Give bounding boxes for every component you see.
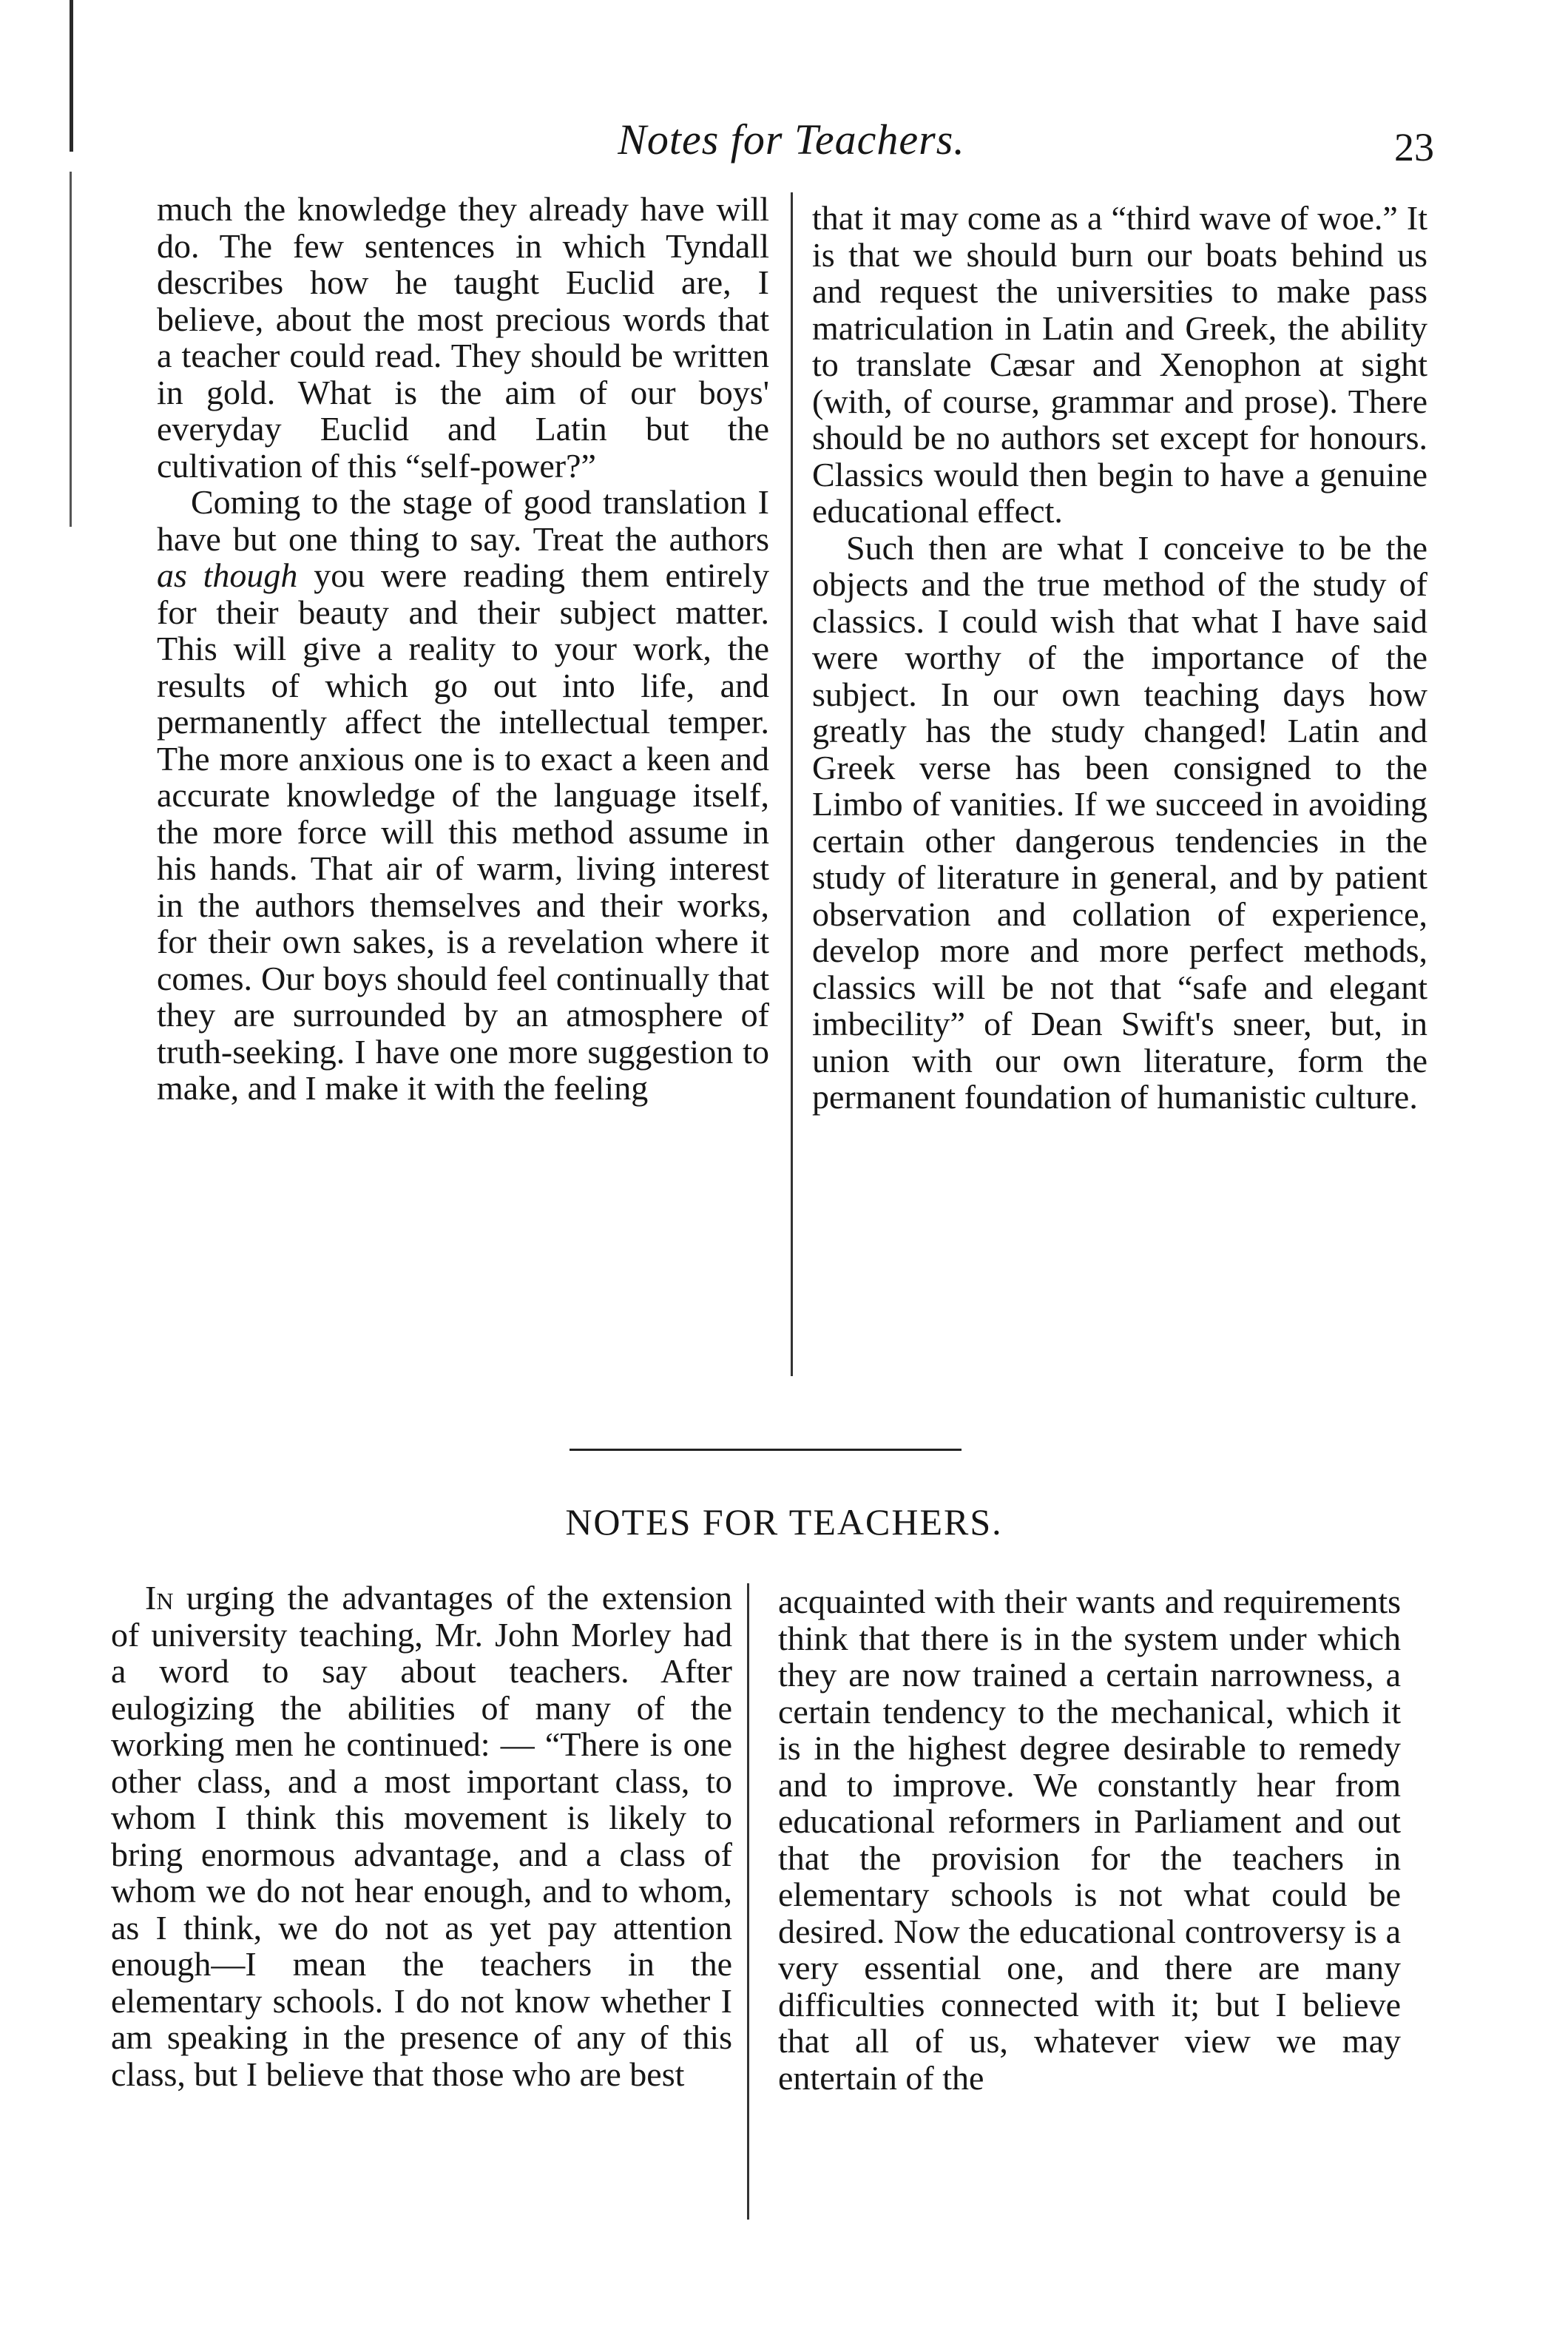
page-number: 23 [1394, 125, 1434, 169]
upper-left-column [157, 191, 769, 1107]
emphasis-as-though: as though [157, 556, 298, 594]
lower-left-paragraph-1 [111, 1580, 732, 2092]
running-head: Notes for Teachers. [618, 115, 965, 164]
upper-left-paragraph-2-end: you were reading them entirely for their beauty and their subject matter. This will give a reality to your work, the results of which go out into life, and permanently affect the intellectual temper. The more anxious one is to exact a keen and accurate knowledge of the language itself, the more force will this method assume in his hands. That air of warm, living interest in the authors themselves and their works, for their own sakes, is a revelation where it comes. Our boys should feel continually that they are surrounded by an atmosphere of truth-seeking. I have one more suggestion to make, and I make it with the feeling [157, 556, 769, 1107]
dropcap-in: In [145, 1579, 174, 1617]
lower-right-paragraph-1: acquainted with their wants and requirements think that there is in the system under which they are now trained a certain narrowness, a certain tendency to the mechanical, which it is in the highest degree desirable to remedy and to improve. We constantly hear from educational reformers in Parliament and out that the provision for the teachers in elementary schools is not what could be desired. Now the educational controversy is a very essential one, and there are many difficulties connected with it; but I believe that all of us, whatever view we may entertain of the [778, 1583, 1401, 2097]
upper-right-paragraph-1: that it may come as a “third wave of woe.” It is that we should burn our boats behind us and request the universities to make pass matriculation in Latin and Greek, the ability to translate Cæsar and Xenophon at sight (with, of course, grammar and prose). There should be no authors set except for honours. Classics would then begin to have a genuine educational effect. [812, 199, 1427, 530]
section-divider [570, 1449, 962, 1451]
page-edge-mark-lower [70, 172, 72, 527]
upper-column-rule [791, 192, 793, 1376]
page-edge-mark [70, 0, 73, 152]
lower-left-paragraph-1-text: urging the advantages of the extension of university teaching, Mr. John Morley had a word to say about teachers. After eulogizing the abilities of many of the working men he continued: — “There is one other class, and a most important class, to whom I think this movement is likely to bring enormous advantage, and a class of whom we do not hear enough, and to whom, as I think, we do not as yet pay attention enough—I mean the teachers in the elementary schools. I do not know whether I am speaking in the presence of any of this class, but I believe that those who are best [111, 1579, 732, 2093]
lower-left-column [111, 1580, 732, 2092]
upper-left-paragraph-1: much the knowledge they already have will do. The few sentences in which Tyndall describes how he taught Euclid are, I believe, about the most precious words that a teacher could read. They should be written in gold. What is the aim of our boys' everyday Euclid and Latin but the cultivation of this “self-power?” [157, 190, 769, 485]
upper-right-column [812, 200, 1427, 1116]
section-title: NOTES FOR TEACHERS. [565, 1501, 1003, 1543]
upper-right-paragraph-2: Such then are what I conceive to be the objects and the true method of the study of classics. I could wish that what I have said were worthy of the importance of the subject. In our own teaching days how greatly has the study changed! Latin and Greek verse has been consigned to the Limbo of vanities. If we succeed in avoiding certain other dangerous tendencies in the study of literature in general, and by patient observation and collation of experience, develop more and more perfect methods, classics will be not that “safe and elegant imbecility” of Dean Swift's sneer, but, in union with our own literature, form the permanent foundation of humanistic culture. [812, 528, 1427, 1116]
upper-left-paragraph-2-start: Coming to the stage of good translation I have but one thing to say. Treat the authors [157, 483, 769, 558]
upper-left-paragraph-2 [157, 484, 769, 1107]
lower-right-column [778, 1583, 1401, 2096]
lower-column-rule [747, 1583, 749, 2220]
